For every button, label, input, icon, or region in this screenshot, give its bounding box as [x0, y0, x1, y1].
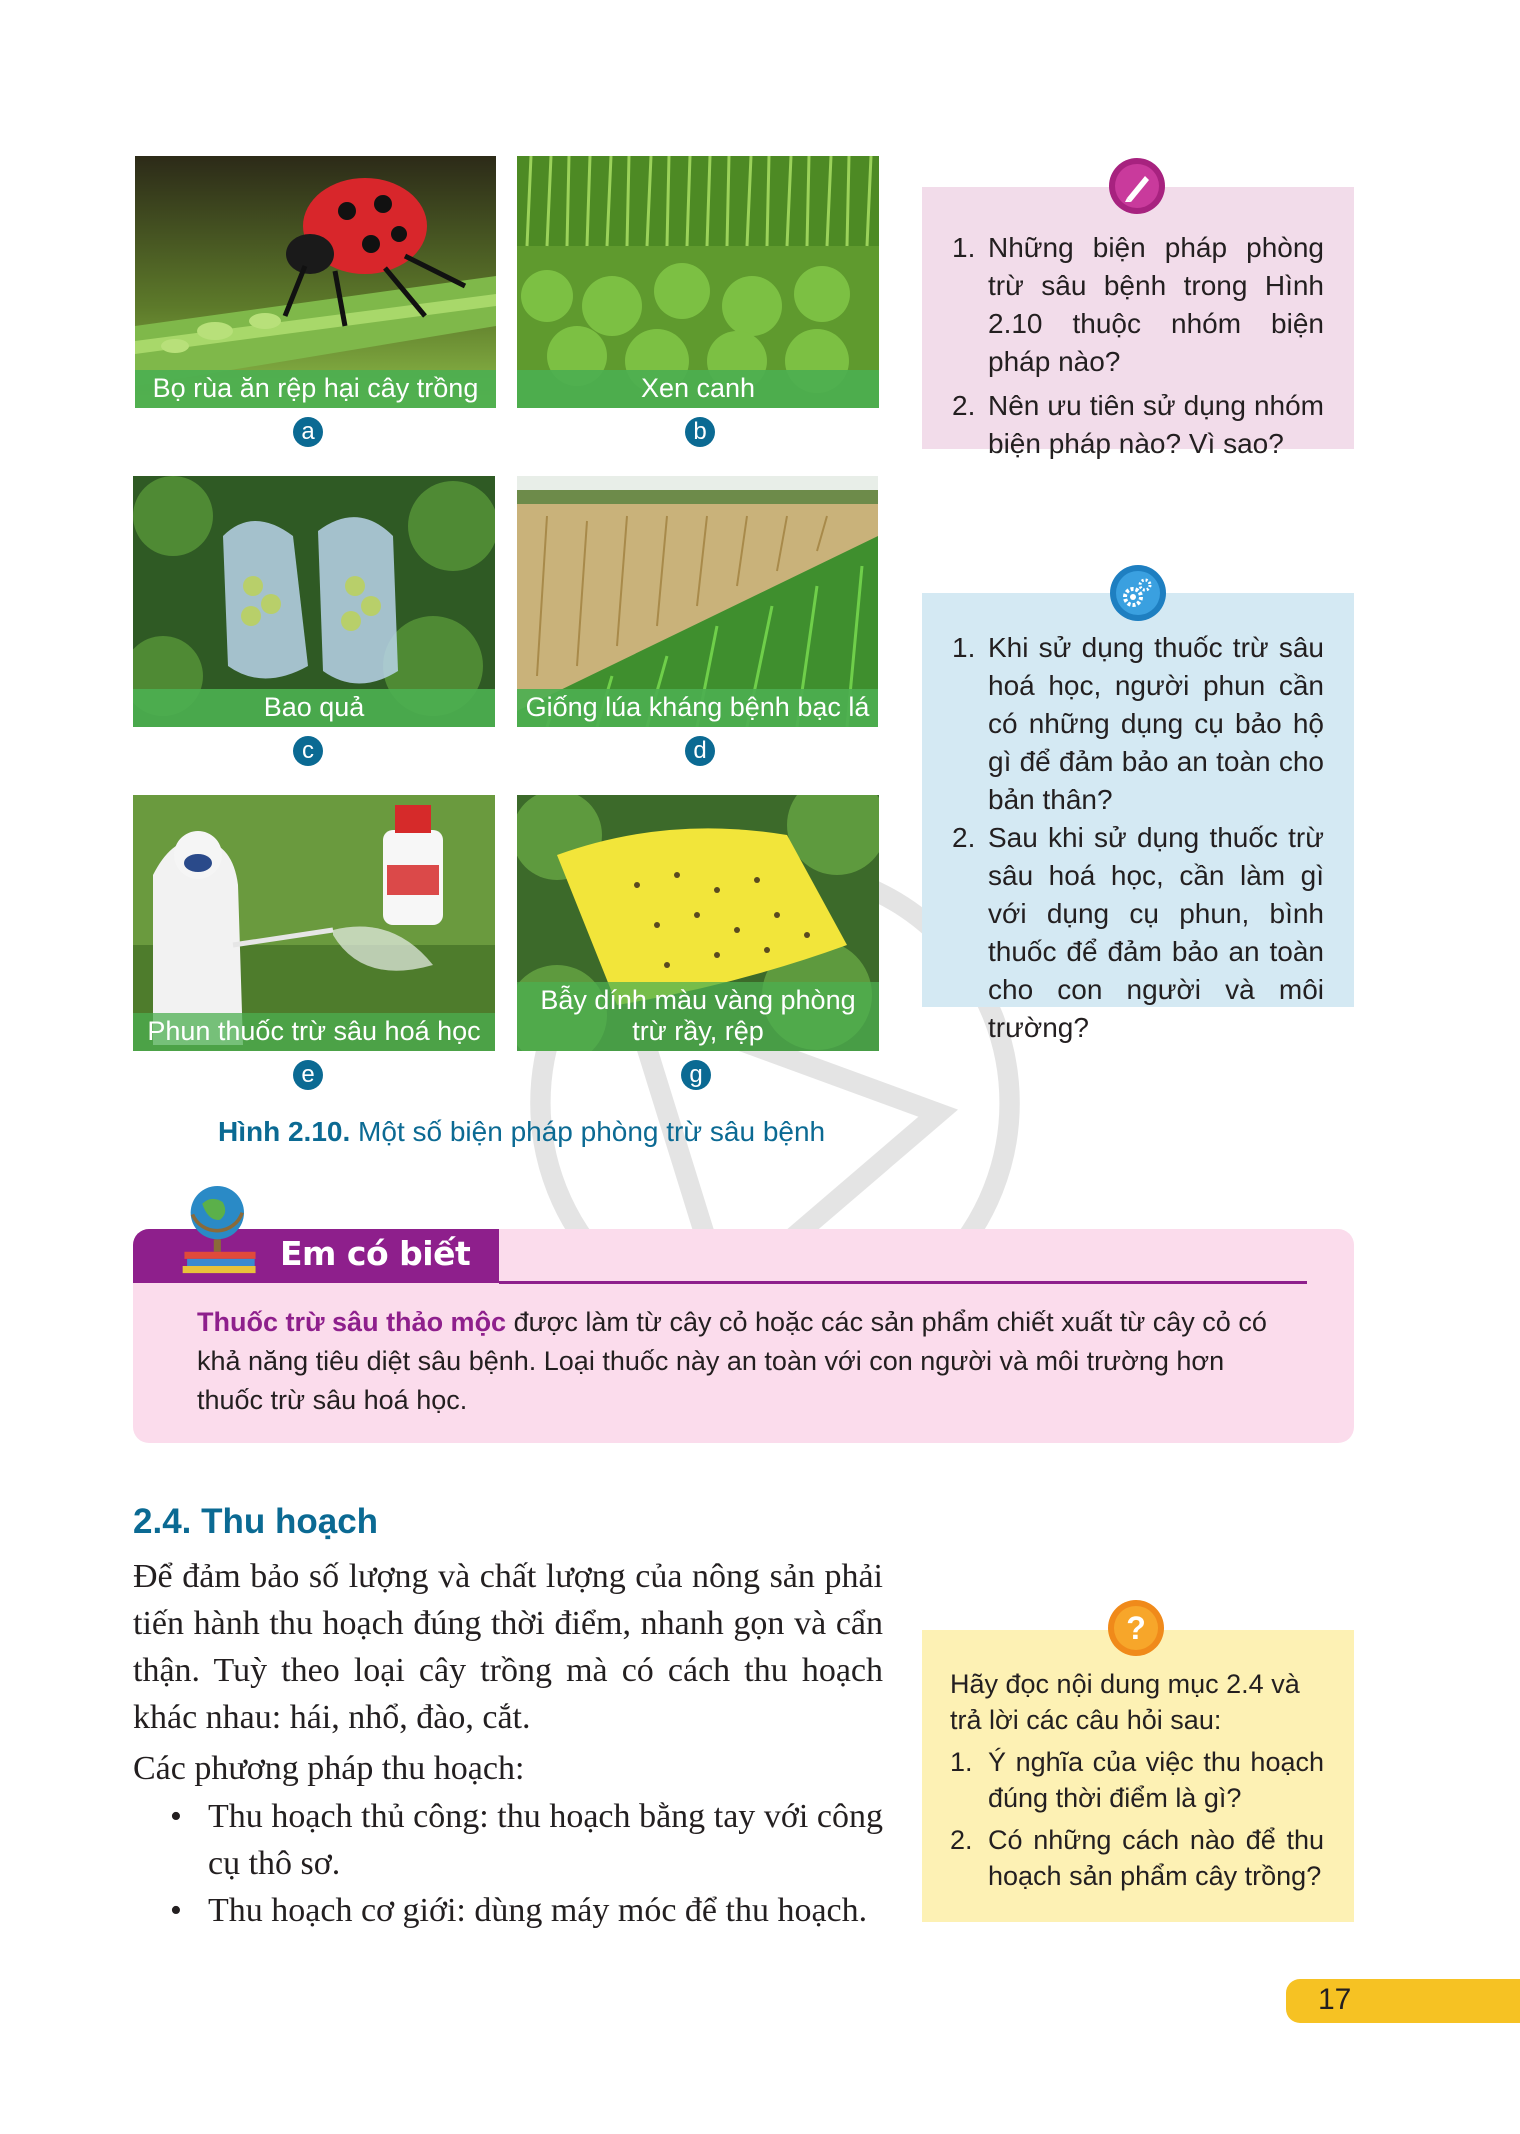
figure-tile-resistant-rice [517, 476, 878, 727]
label-b: b [685, 417, 715, 447]
figure-tile-sticky-trap [517, 795, 879, 1051]
gears-icon [1108, 563, 1168, 623]
figure-tile-ladybug [135, 156, 496, 408]
question-item: 2. Sau khi sử dụng thuốc trừ sâu hoá học, cần làm gì với dụng cụ phun, bình thuốc để đảm bảo an toàn cho con người và môi trường? [952, 822, 1324, 1043]
label-c: c [293, 736, 323, 766]
label-a: a [293, 417, 323, 447]
pencil-icon [1107, 156, 1167, 216]
label-e: e [293, 1060, 323, 1090]
discuss-box [922, 187, 1354, 459]
list-item: • Thu hoạch cơ giới: dùng máy móc để thu hoạch. [170, 1892, 868, 1929]
question-item: 2. Nên ưu tiên sử dụng nhóm biện pháp nào? Vì sao? [952, 390, 1324, 459]
figure-tile-fruit-bagging [133, 476, 495, 727]
svg-text:?: ? [1126, 1610, 1146, 1646]
list-item: • Thu hoạch thủ công: thu hoạch bằng tay với công cụ thô sơ. [170, 1798, 883, 1882]
tile-caption: Giống lúa kháng bệnh bạc lá [517, 689, 878, 727]
tile-caption: Bọ rùa ăn rệp hại cây trồng [135, 370, 496, 408]
figure-tile-intercropping [517, 156, 879, 408]
tile-caption: Phun thuốc trừ sâu hoá học [133, 1013, 495, 1051]
question-intro: Hãy đọc nội dung mục 2.4 và trả lời các câu hỏi sau: [950, 1669, 1300, 1735]
methods-label: Các phương pháp thu hoạch: [133, 1750, 525, 1787]
divider [499, 1281, 1307, 1284]
question-item: 1. Khi sử dụng thuốc trừ sâu hoá học, người phun cần có những dụng cụ bảo hộ gì để đảm bảo an toàn cho bản thân? [952, 632, 1324, 815]
question-icon [1106, 1598, 1166, 1658]
em-co-biet-text: Thuốc trừ sâu thảo mộc được làm từ cây cỏ hoặc các sản phẩm chiết xuất từ cây cỏ có khả năng tiêu diệt sâu bệnh. Loại thuốc này an toàn với con người và môi trường hơn thuốc trừ sâu hoá học. [197, 1307, 1267, 1415]
figure-caption: Hình 2.10. Một số biện pháp phòng trừ sâu bệnh [218, 1116, 826, 1147]
section-title: 2.4. Thu hoạch [133, 1502, 379, 1541]
page-number-tab [1286, 1979, 1520, 2023]
tile-caption: Bẫy dính màu vàng phòng trừ rầy, rệp [517, 982, 879, 1051]
em-co-biet-title: Em có biết [280, 1234, 471, 1273]
label-d: d [685, 736, 715, 766]
methods-list [170, 1793, 883, 1934]
question-box [922, 1630, 1354, 1922]
figure-tile-spraying [133, 795, 495, 1051]
label-g: g [681, 1060, 711, 1090]
apply-box [922, 593, 1354, 1043]
tile-caption: Xen canh [517, 370, 879, 408]
question-item: 1. Ý nghĩa của việc thu hoạch đúng thời điểm là gì? [950, 1747, 1324, 1813]
question-item: 1. Những biện pháp phòng trừ sâu bệnh trong Hình 2.10 thuộc nhóm biện pháp nào? [952, 232, 1324, 377]
section-paragraph: Để đảm bảo số lượng và chất lượng của nông sản phải tiến hành thu hoạch đúng thời điểm, nhanh gọn và cẩn thận. Tuỳ theo loại cây trồng mà có cách thu hoạch khác nhau: hái, nhổ, đào, cắt. [133, 1558, 883, 1736]
globe-icon [180, 1172, 260, 1280]
page-number: 17 [1318, 1983, 1352, 2016]
tile-caption: Bao quả [133, 689, 495, 727]
question-item: 2. Có những cách nào để thu hoạch sản phẩm cây trồng? [950, 1825, 1324, 1891]
